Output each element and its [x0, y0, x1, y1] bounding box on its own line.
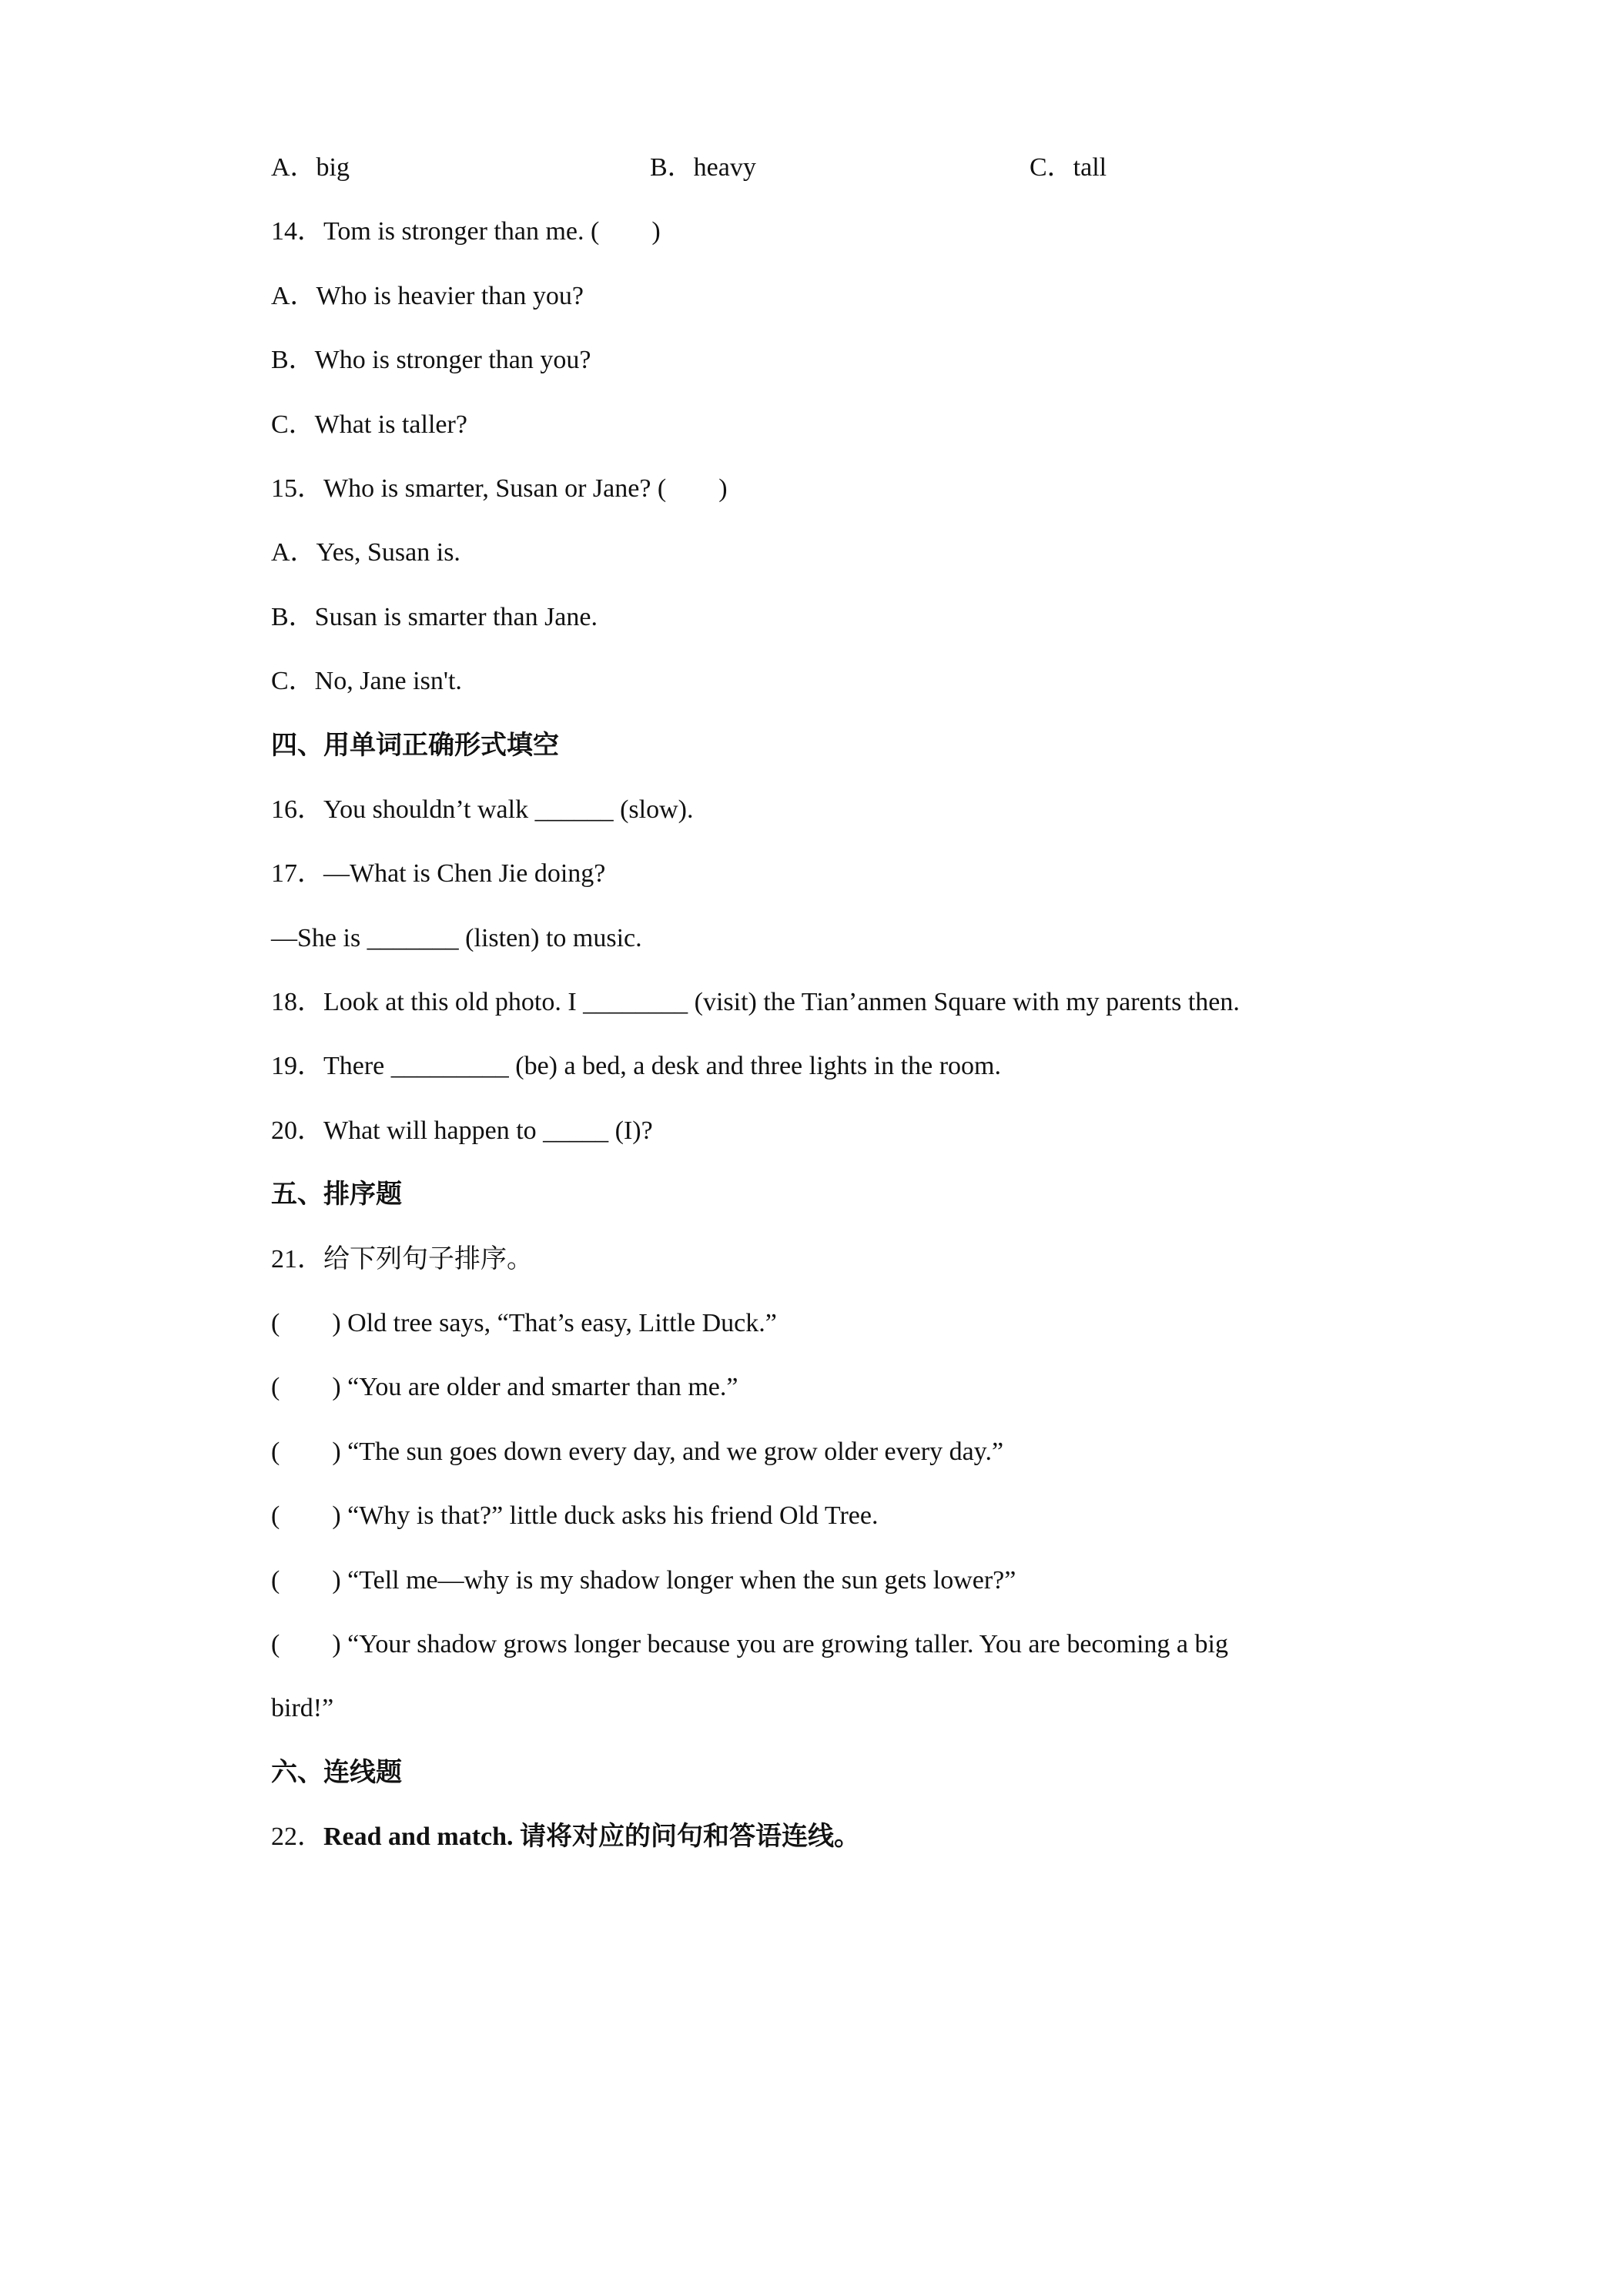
q20: 20．What will happen to _____ (I)? — [271, 1116, 653, 1145]
q22-instruction-en: Read and match. — [323, 1822, 514, 1852]
q21-item-1: ( ) Old tree says, “That’s easy, Little Duck.” — [271, 1309, 777, 1338]
q22-instruction-cn: 请将对应的问句和答语连线。 — [520, 1821, 861, 1853]
q15-option-b: B．Susan is smarter than Jane. — [271, 602, 598, 631]
q14-option-c: C．What is taller? — [271, 410, 467, 439]
q22-stem — [271, 1805, 1364, 1869]
q19: 19．There _________ (be) a bed, a desk and three lights in the room. — [271, 1052, 1001, 1081]
section-6-title: 六、连线题 — [271, 1756, 402, 1788]
q13-options-row — [271, 136, 1364, 199]
q21-number: 21． — [271, 1244, 323, 1274]
q14-option-a: A．Who is heavier than you? — [271, 281, 584, 310]
q22-number: 22． — [271, 1822, 323, 1852]
q15-option-a: A．Yes, Susan is. — [271, 538, 460, 567]
q21-item-6: ( ) “Your shadow grows longer because you are growing taller. You are becoming a big — [271, 1629, 1228, 1658]
q17-answer: —She is _______ (listen) to music. — [271, 923, 642, 952]
exam-page — [271, 136, 1364, 1869]
q21-item-5: ( ) “Tell me—why is my shadow longer when the sun gets lower?” — [271, 1565, 1016, 1595]
q14-stem: 14．Tom is stronger than me. ( ) — [271, 217, 661, 246]
q13-option-a: A．big — [271, 153, 350, 182]
q17-question: 17．—What is Chen Jie doing? — [271, 859, 606, 889]
q16: 16．You shouldn’t walk ______ (slow). — [271, 795, 694, 824]
q18: 18．Look at this old photo. I ________ (visit) the Tian’anmen Square with my parents then. — [271, 988, 1240, 1017]
q14-option-b: B．Who is stronger than you? — [271, 346, 591, 375]
q21-item-3: ( ) “The sun goes down every day, and we grow older every day.” — [271, 1437, 1004, 1466]
q21-stem — [271, 1227, 1364, 1291]
q21-item-6-continuation: bird!” — [271, 1694, 334, 1723]
q15-option-c: C．No, Jane isn't. — [271, 667, 462, 696]
q21-instruction: 给下列句子排序。 — [323, 1243, 533, 1274]
section-4-title: 四、用单词正确形式填空 — [271, 729, 559, 761]
q21-item-4: ( ) “Why is that?” little duck asks his friend Old Tree. — [271, 1501, 879, 1531]
q13-option-c: C．tall — [1030, 153, 1107, 182]
q21-item-2: ( ) “You are older and smarter than me.” — [271, 1373, 738, 1402]
section-5-title: 五、排序题 — [271, 1179, 402, 1210]
q13-option-b: B．heavy — [650, 153, 756, 182]
q15-stem: 15．Who is smarter, Susan or Jane? ( ) — [271, 474, 728, 503]
